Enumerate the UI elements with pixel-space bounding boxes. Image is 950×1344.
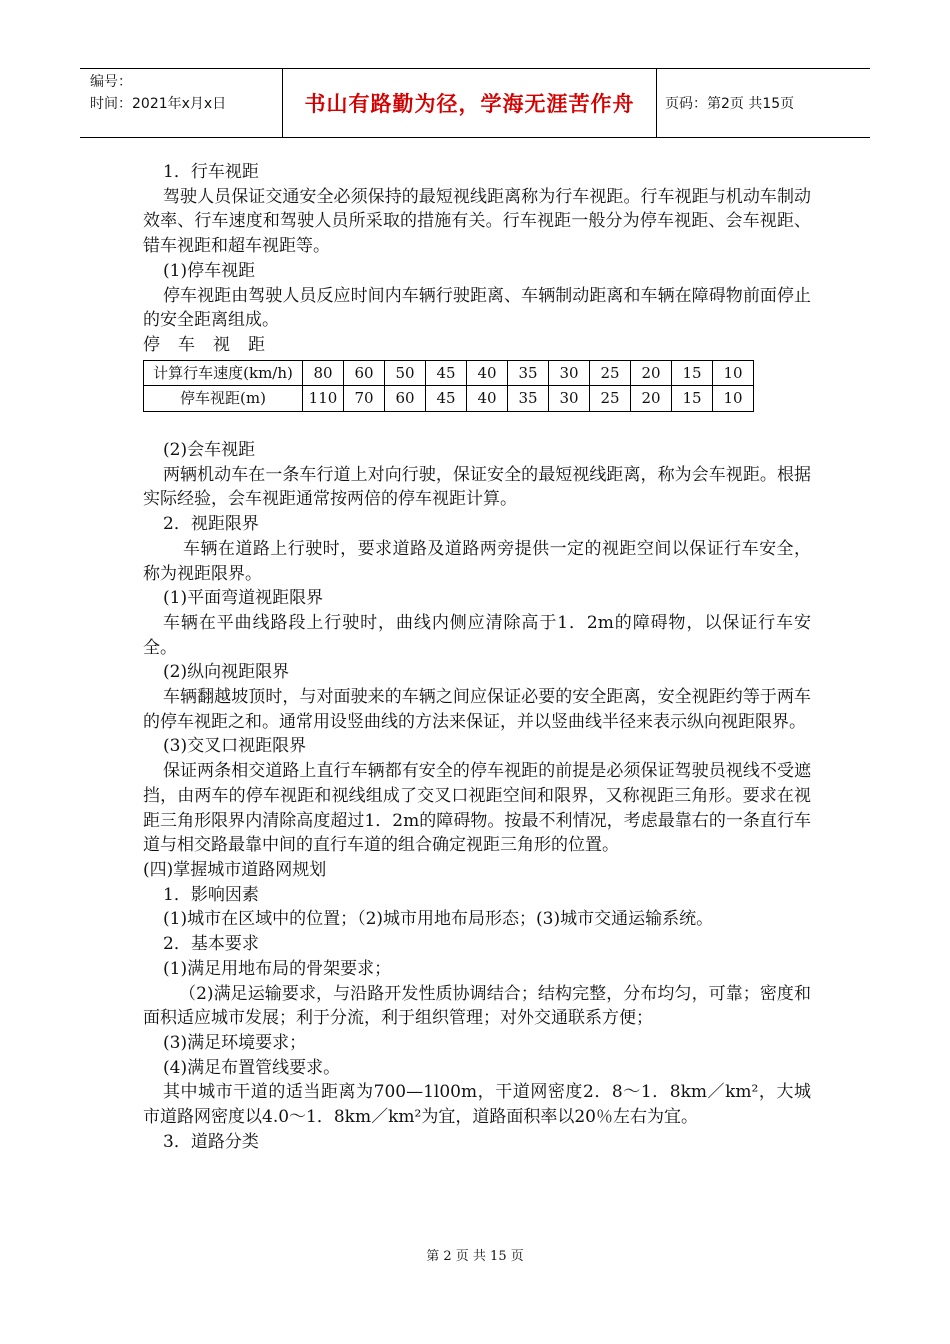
- table-cell: 20: [631, 360, 672, 386]
- table-cell: 110: [303, 386, 344, 412]
- table-cell: 40: [467, 386, 508, 412]
- table-cell: 70: [344, 386, 385, 412]
- heading-requirements: 2．基本要求: [163, 934, 259, 955]
- table-cell: 15: [672, 386, 713, 412]
- table-cell: 30: [549, 386, 590, 412]
- paragraph: (4)满足布置管线要求。: [163, 1057, 341, 1078]
- table-row-label: 计算行车速度(km/h): [144, 360, 303, 386]
- heading-meeting-sight: (2)会车视距: [163, 440, 256, 461]
- number-label: 编号：: [90, 74, 132, 90]
- paragraph: 其中城市干道的适当距离为700—1l00m，干道网密度2．8～1．8km／km²，大城市道路网密度以4.0～1．8km／km²为宜，道路面积率以20％左右为宜。: [143, 1082, 811, 1128]
- heading-factors: 1．影响因素: [163, 884, 259, 905]
- table-cell: 45: [426, 360, 467, 386]
- table-cell: 60: [385, 386, 426, 412]
- heading-stopping-sight: (1)停车视距: [163, 260, 256, 281]
- table-cell: 60: [344, 360, 385, 386]
- page-header: [80, 68, 870, 138]
- table-cell: 50: [385, 360, 426, 386]
- table-cell: 45: [426, 386, 467, 412]
- paragraph: 车辆在道路上行驶时，要求道路及道路两旁提供一定的视距空间以保证行车安全，称为视距限界。: [143, 538, 811, 584]
- header-motto-cell: [283, 69, 657, 137]
- document-body: [143, 160, 811, 1154]
- table-cell: 80: [303, 360, 344, 386]
- heading-vertical-limit: (2)纵向视距限界: [163, 662, 290, 683]
- paragraph: 停车视距由驾驶人员反应时间内车辆行驶距离、车辆制动距离和车辆在障碍物前面停止的安全距离组成。: [143, 285, 811, 331]
- table-cell: 25: [590, 386, 631, 412]
- heading-road-classification: 3．道路分类: [163, 1131, 259, 1152]
- paragraph: 车辆翻越坡顶时，与对面驶来的车辆之间应保证必要的安全距离，安全视距约等于两车的停车视距之和。通常用设竖曲线的方法来保证，并以竖曲线半径来表示纵向视距限界。: [143, 687, 811, 732]
- paragraph: (3)满足环境要求；: [163, 1032, 307, 1053]
- header-meta: [80, 69, 283, 137]
- paragraph: （2)满足运输要求，与沿路开发性质协调结合；结构完整，分布均匀，可靠；密度和面积适应城市发展；利于分流，利于组织管理；对外交通联系方便；: [143, 983, 811, 1029]
- heading-road-network: (四)掌握城市道路网规划: [143, 859, 327, 880]
- table-cell: 20: [631, 386, 672, 412]
- paragraph: (1)满足用地布局的骨架要求；: [163, 958, 392, 979]
- table-cell: 35: [508, 386, 549, 412]
- heading-intersection-limit: (3)交叉口视距限界: [163, 736, 307, 757]
- table-cell: 15: [672, 360, 713, 386]
- header-page-info: 页码：第2页 共15页: [665, 96, 795, 112]
- stopping-distance-table: [143, 360, 754, 412]
- table-title: 停车视距: [143, 334, 283, 355]
- table-row: [144, 386, 754, 412]
- table-cell: 10: [713, 386, 754, 412]
- page-footer: 第 2 页 共 15 页: [426, 1249, 524, 1264]
- heading-sight-limit: 2．视距限界: [163, 514, 259, 535]
- paragraph: (1)城市在区域中的位置；（2)城市用地布局形态；(3)城市交通运输系统。: [163, 909, 714, 930]
- paragraph: 驾驶人员保证交通安全必须保持的最短视线距离称为行车视距。行车视距与机动车制动效率、行车速度和驾驶人员所采取的措施有关。行车视距一般分为停车视距、会车视距、错车视距和超车视距等。: [143, 186, 811, 257]
- heading-plane-curve: (1)平面弯道视距限界: [163, 588, 324, 609]
- table-row: [144, 360, 754, 386]
- table-cell: 40: [467, 360, 508, 386]
- table-cell: 35: [508, 360, 549, 386]
- heading-sight-distance: 1．行车视距: [163, 162, 259, 182]
- table-cell: 10: [713, 360, 754, 386]
- paragraph: 保证两条相交道路上直行车辆都有安全的停车视距的前提是必须保证驾驶员视线不受遮挡，由两车的停车视距和视线组成了交叉口视距空间和限界，又称视距三角形。要求在视距三角形限界内清除高度超过1．2m的障碍物。按最不利情况，考虑最靠右的一条直行车道与相交路最靠中间的直行车道的组合确定视距三角形的位置。: [143, 761, 811, 856]
- table-row-label: 停车视距(m): [144, 386, 303, 412]
- paragraph: 车辆在平曲线路段上行驶时，曲线内侧应清除高于1．2m的障碍物，以保证行车安全。: [143, 612, 811, 658]
- time-label: 时间：2021年x月x日: [90, 96, 227, 112]
- header-motto: 书山有路勤为径，学海无涯苦作舟: [304, 92, 635, 116]
- table-cell: 25: [590, 360, 631, 386]
- paragraph: 两辆机动车在一条车行道上对向行驶，保证安全的最短视线距离，称为会车视距。根据实际经验，会车视距通常按两倍的停车视距计算。: [143, 464, 811, 510]
- table-cell: 30: [549, 360, 590, 386]
